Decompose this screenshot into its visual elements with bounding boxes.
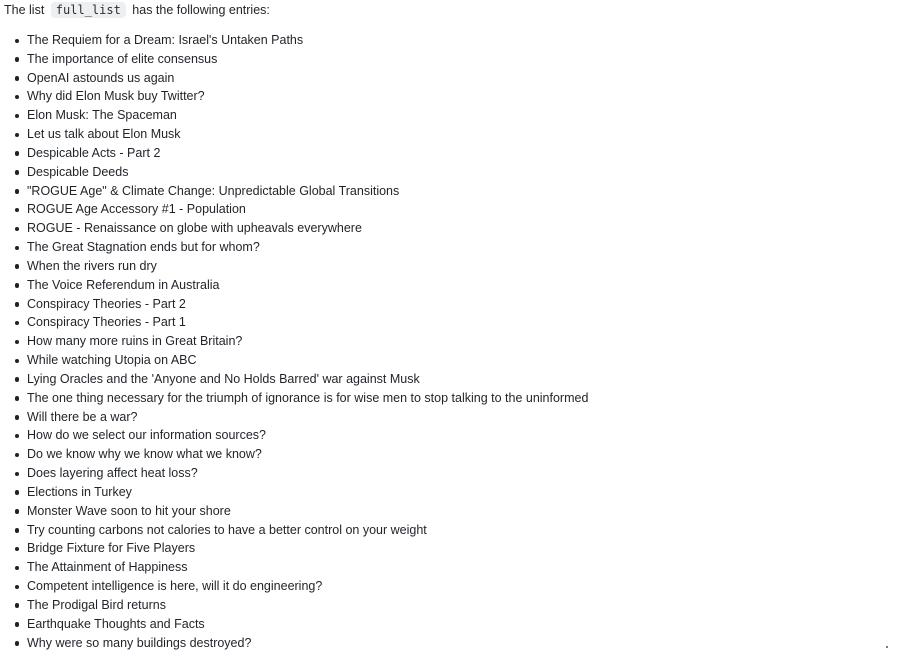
list-item: Bridge Fixture for Five Players [0,539,588,558]
list-item: OpenAI astounds us again [0,69,588,88]
list-item: Does layering affect heat loss? [0,464,588,483]
list-item: Earthquake Thoughts and Facts [0,615,588,634]
list-item: "ROGUE Age" & Climate Change: Unpredictable Global Transitions [0,182,588,201]
list-item: Competent intelligence is here, will it do engineering? [0,577,588,596]
intro-sentence [4,2,270,18]
list-item: The Attainment of Happiness [0,558,588,577]
list-item: Do we know why we know what we know? [0,445,588,464]
list-item: How do we select our information sources? [0,426,588,445]
list-item: While watching Utopia on ABC [0,351,588,370]
list-item: How many more ruins in Great Britain? [0,332,588,351]
stray-dot [886,646,888,648]
list-item: The importance of elite consensus [0,50,588,69]
list-item: Despicable Deeds [0,163,588,182]
list-item: The one thing necessary for the triumph of ignorance is for wise men to stop talking to the uninformed [0,389,588,408]
list-item: When the rivers run dry [0,257,588,276]
intro-suffix: has the following entries: [132,3,270,17]
list-item: Elon Musk: The Spaceman [0,106,588,125]
list-item: ROGUE - Renaissance on globe with upheavals everywhere [0,219,588,238]
list-item: Lying Oracles and the 'Anyone and No Holds Barred' war against Musk [0,370,588,389]
list-item: The Requiem for a Dream: Israel's Untaken Paths [0,31,588,50]
list-item: Monster Wave soon to hit your shore [0,502,588,521]
inline-code-full-list: full_list [51,2,126,18]
entries-list [0,31,588,652]
list-item: Conspiracy Theories - Part 2 [0,295,588,314]
list-item: The Prodigal Bird returns [0,596,588,615]
list-item: Why were so many buildings destroyed? [0,634,588,653]
list-item: Elections in Turkey [0,483,588,502]
list-item: Let us talk about Elon Musk [0,125,588,144]
list-item: ROGUE Age Accessory #1 - Population [0,200,588,219]
list-item: Will there be a war? [0,408,588,427]
list-item: The Great Stagnation ends but for whom? [0,238,588,257]
list-item: Why did Elon Musk buy Twitter? [0,87,588,106]
list-item: Despicable Acts - Part 2 [0,144,588,163]
list-item: The Voice Referendum in Australia [0,276,588,295]
list-item: Conspiracy Theories - Part 1 [0,313,588,332]
list-item: Try counting carbons not calories to have a better control on your weight [0,521,588,540]
intro-prefix: The list [4,3,45,17]
